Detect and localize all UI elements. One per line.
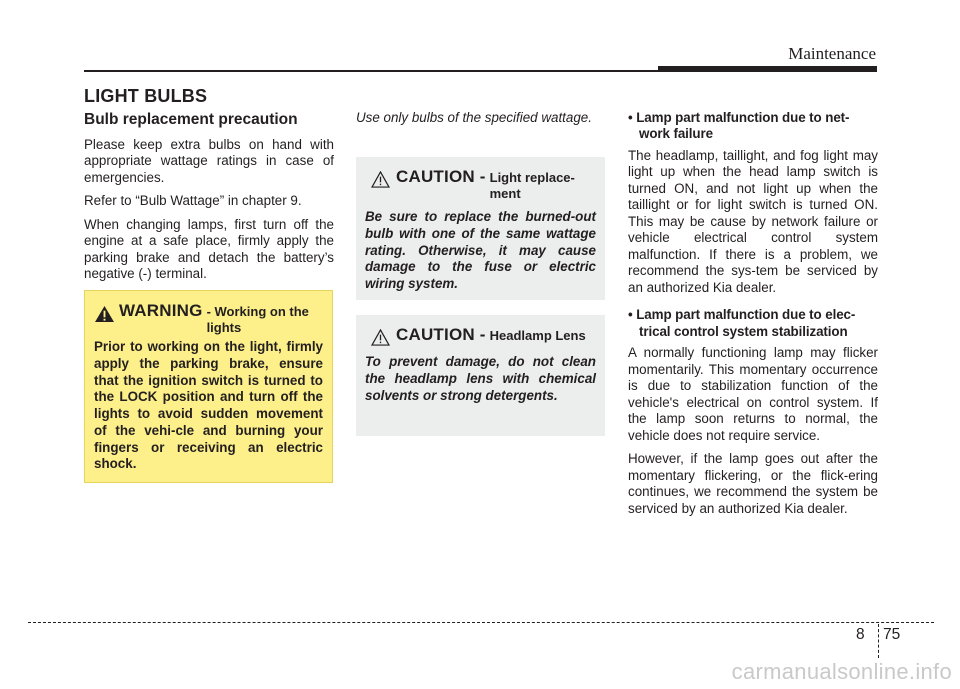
caution-title: Light replace-ment	[489, 170, 575, 201]
paragraph-changing-lamps: When changing lamps, first turn off the engine at a safe place, firmly apply the parking brake and detach the battery’s negative (-) terminal.	[84, 216, 334, 282]
bullet-electrical-stabilization: • Lamp part malfunction due to elec-trical control system stabilization	[628, 307, 856, 339]
caution-title: Headlamp Lens	[489, 328, 586, 343]
warning-body: Prior to working on the light, firmly apply the parking brake, ensure that the ignition switch is turned to the LOCK position and turn off the lights to avoid sudden movement of the vehi-cle and burning your fingers or receiving an electric shock.	[94, 339, 323, 472]
warning-triangle-icon	[94, 305, 115, 323]
warning-header	[94, 301, 323, 335]
column-3	[628, 110, 878, 524]
paragraph-bulb-wattage-ref: Refer to “Bulb Wattage” in chapter 9.	[84, 193, 302, 209]
caution-header	[365, 167, 596, 201]
section-title: LIGHT BULBS	[84, 86, 208, 106]
caution-word: CAUTION -	[396, 325, 486, 344]
header-rule-thin	[84, 70, 664, 72]
bullet-network-failure: • Lamp part malfunction due to net-work failure	[628, 110, 850, 142]
column-1	[84, 110, 334, 290]
caution-box-light-replacement	[356, 157, 605, 300]
paragraph-extra-bulbs: Please keep extra bulbs on hand with appropriate wattage ratings in case of emergencies.	[84, 137, 334, 185]
caution-word: CAUTION -	[396, 167, 486, 186]
note-specified-wattage: Use only bulbs of the specified wattage.	[356, 110, 592, 125]
warning-title: - Working on the lights	[206, 304, 309, 335]
page-number-divider	[878, 624, 879, 658]
warning-box	[84, 290, 333, 483]
paragraph-network-failure: The headlamp, taillight, and fog light may light up when the head lamp switch is turned ON, and not light up when the taillight or for light switch is turned ON. This may be cause by network failure or vehicle electrical control system malfunction. If there is a problem, we recommend the sys-tem be serviced by an authorized Kia dealer.	[628, 147, 878, 295]
caution-body: Be sure to replace the burned-out bulb with one of the same wattage rating. Otherwise, it may cause damage to the fuse or electric wiring system.	[365, 209, 596, 292]
warning-word: WARNING	[119, 301, 203, 320]
page-number: 75	[883, 626, 901, 643]
caution-box-headlamp-lens	[356, 315, 605, 436]
header-title: Maintenance	[788, 44, 876, 63]
watermark: carmanualsonline.info	[731, 659, 952, 684]
caution-body: To prevent damage, do not clean the headlamp lens with chemical solvents or strong detergents.	[365, 354, 596, 403]
paragraph-lamp-goes-out: However, if the lamp goes out after the momentary flickering, or the flick-ering continues, we recommend the system be serviced by an authorized Kia dealer.	[628, 451, 878, 516]
footer-dashed-line	[28, 622, 934, 623]
caution-triangle-icon	[371, 171, 390, 188]
column-2	[356, 110, 606, 133]
caution-header	[365, 325, 596, 346]
subheading-bulb-replacement: Bulb replacement precaution	[84, 111, 298, 128]
caution-triangle-icon	[371, 329, 390, 346]
paragraph-lamp-flicker: A normally functioning lamp may flicker momentarily. This momentary occurrence is due to stabilization function of the vehicle's electrical on control system. If the lamp soon returns to normal, the vehicle does not require service.	[628, 345, 878, 443]
page-chapter-number: 8	[856, 626, 865, 643]
header-rule-thick	[658, 66, 877, 72]
